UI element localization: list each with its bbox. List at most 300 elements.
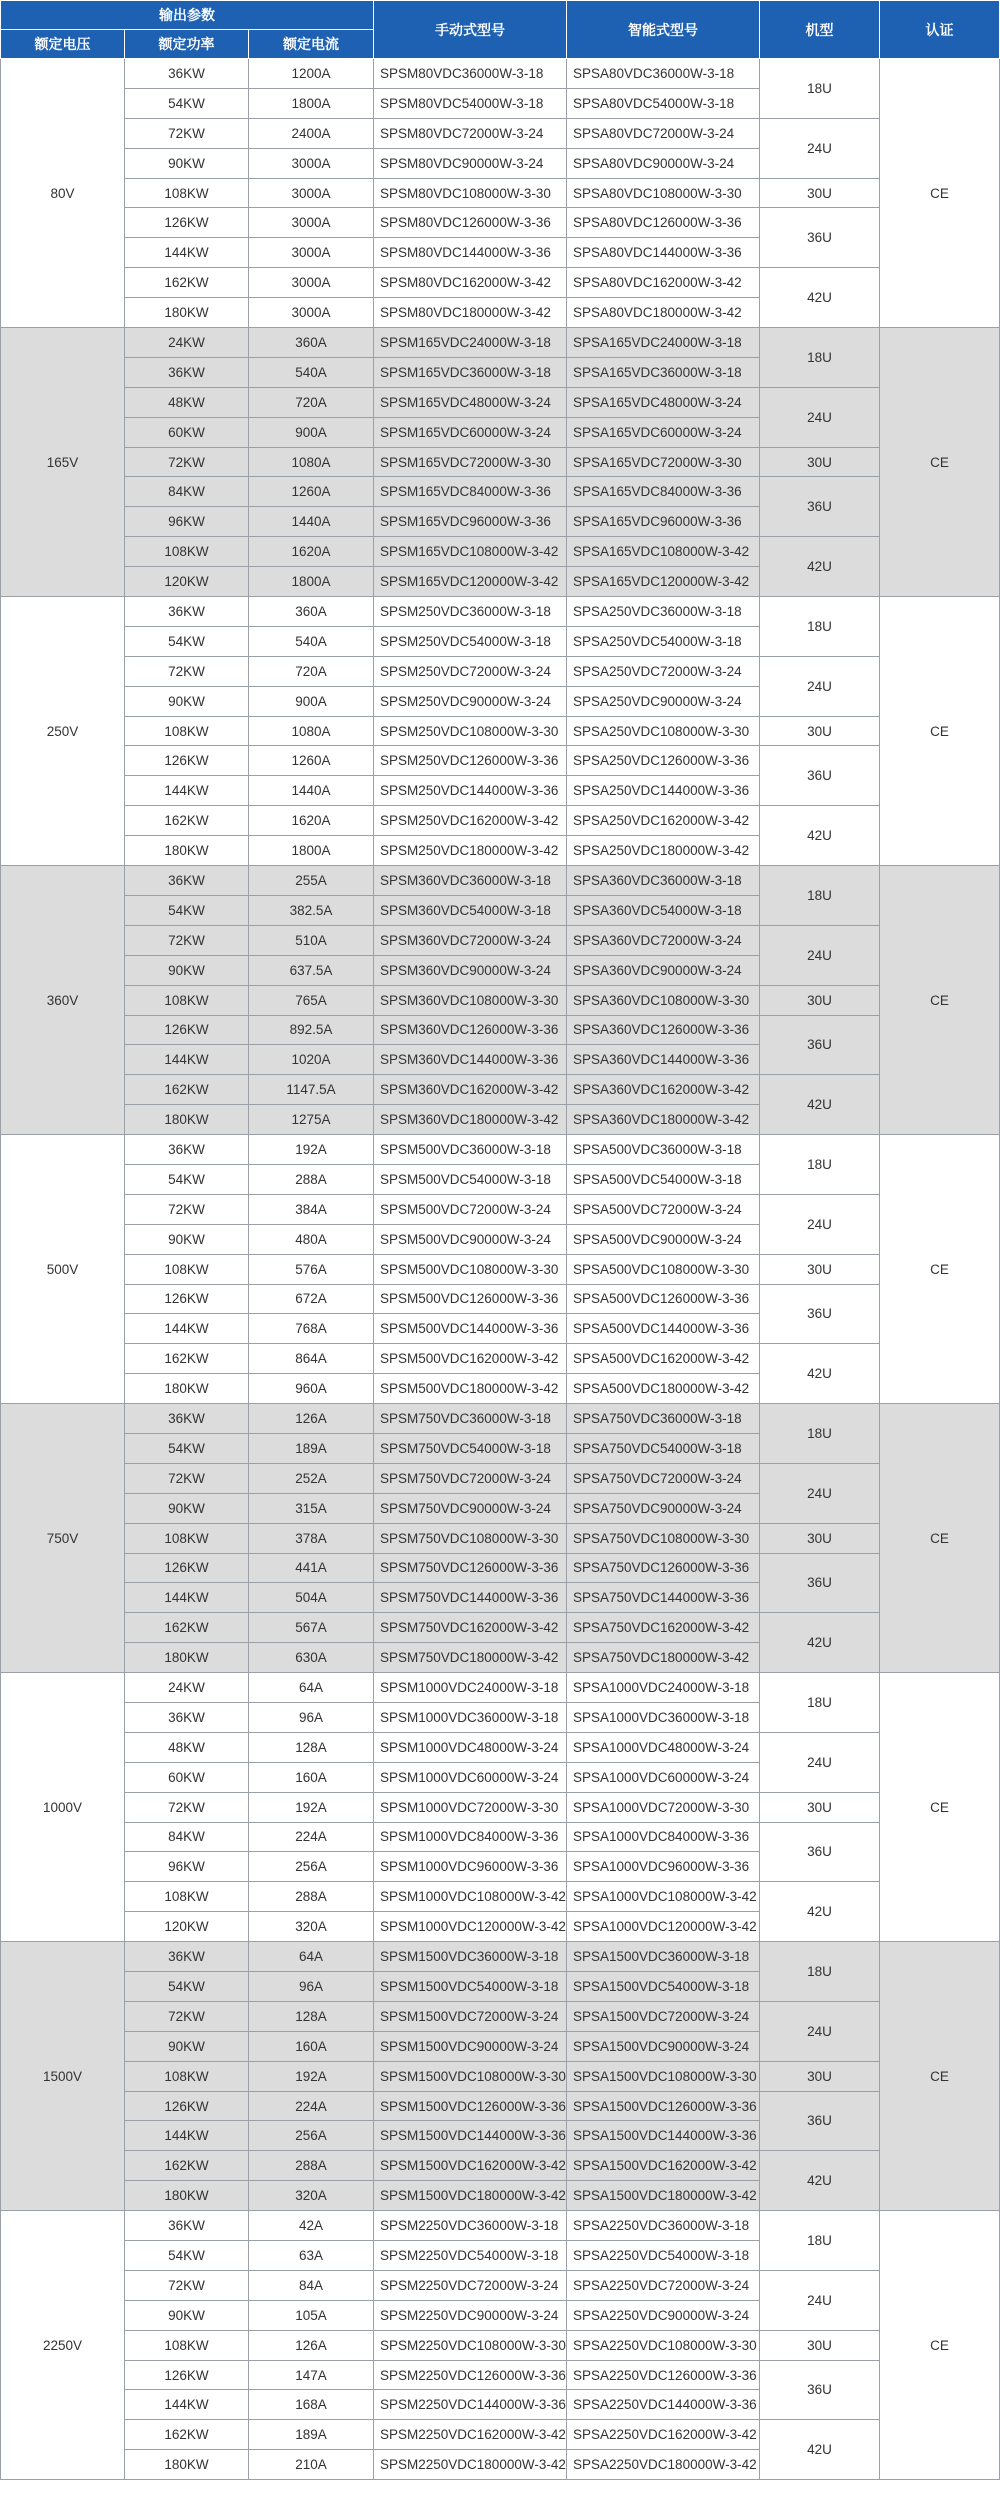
smart-model-cell: SPSA250VDC72000W-3-24 (567, 656, 760, 686)
smart-model-cell: SPSA1000VDC48000W-3-24 (567, 1732, 760, 1762)
smart-model-cell: SPSA165VDC60000W-3-24 (567, 417, 760, 447)
current-cell: 768A (249, 1314, 374, 1344)
certification-cell: CE (880, 597, 1000, 866)
power-cell: 72KW (125, 1463, 249, 1493)
manual-model-cell: SPSM165VDC108000W-3-42 (374, 537, 567, 567)
manual-model-cell: SPSM1000VDC24000W-3-18 (374, 1673, 567, 1703)
table-row (1, 1523, 1000, 1553)
smart-model-cell: SPSA1500VDC144000W-3-36 (567, 2121, 760, 2151)
manual-model-cell: SPSM80VDC54000W-3-18 (374, 88, 567, 118)
current-cell: 96A (249, 1702, 374, 1732)
power-cell: 90KW (125, 1493, 249, 1523)
smart-model-cell: SPSA165VDC108000W-3-42 (567, 537, 760, 567)
manual-model-cell: SPSM360VDC72000W-3-24 (374, 925, 567, 955)
current-cell: 224A (249, 2091, 374, 2121)
manual-model-cell: SPSM165VDC36000W-3-18 (374, 357, 567, 387)
smart-model-cell: SPSA2250VDC108000W-3-30 (567, 2330, 760, 2360)
power-cell: 180KW (125, 1105, 249, 1135)
smart-model-cell: SPSA500VDC126000W-3-36 (567, 1284, 760, 1314)
manual-model-cell: SPSM750VDC36000W-3-18 (374, 1404, 567, 1434)
certification-cell: CE (880, 866, 1000, 1135)
power-cell: 108KW (125, 178, 249, 208)
table-row (1, 2211, 1000, 2241)
manual-model-cell: SPSM165VDC72000W-3-30 (374, 447, 567, 477)
chassis-cell: 18U (760, 59, 880, 119)
smart-model-cell: SPSA500VDC90000W-3-24 (567, 1224, 760, 1254)
manual-model-cell: SPSM500VDC162000W-3-42 (374, 1344, 567, 1374)
manual-model-cell: SPSM2250VDC126000W-3-36 (374, 2360, 567, 2390)
table-row (1, 268, 1000, 298)
manual-model-cell: SPSM1500VDC90000W-3-24 (374, 2031, 567, 2061)
chassis-cell: 42U (760, 1882, 880, 1942)
manual-model-cell: SPSM500VDC180000W-3-42 (374, 1374, 567, 1404)
table-row (1, 118, 1000, 148)
current-cell: 84A (249, 2270, 374, 2300)
smart-model-cell: SPSA360VDC90000W-3-24 (567, 955, 760, 985)
power-cell: 144KW (125, 1045, 249, 1075)
manual-model-cell: SPSM750VDC162000W-3-42 (374, 1613, 567, 1643)
chassis-cell: 24U (760, 1194, 880, 1254)
smart-model-cell: SPSA1000VDC24000W-3-18 (567, 1673, 760, 1703)
power-cell: 162KW (125, 1613, 249, 1643)
power-cell: 72KW (125, 2001, 249, 2031)
power-cell: 144KW (125, 1583, 249, 1613)
chassis-cell: 30U (760, 178, 880, 208)
current-cell: 720A (249, 387, 374, 417)
power-cell: 126KW (125, 1553, 249, 1583)
power-cell: 36KW (125, 1404, 249, 1434)
current-cell: 1260A (249, 746, 374, 776)
smart-model-cell: SPSA2250VDC36000W-3-18 (567, 2211, 760, 2241)
smart-model-cell: SPSA1500VDC162000W-3-42 (567, 2151, 760, 2181)
power-cell: 120KW (125, 567, 249, 597)
power-cell: 108KW (125, 537, 249, 567)
chassis-cell: 42U (760, 1344, 880, 1404)
current-cell: 189A (249, 1433, 374, 1463)
current-cell: 672A (249, 1284, 374, 1314)
smart-model-cell: SPSA80VDC90000W-3-24 (567, 148, 760, 178)
power-cell: 72KW (125, 2270, 249, 2300)
power-cell: 180KW (125, 836, 249, 866)
smart-model-cell: SPSA250VDC180000W-3-42 (567, 836, 760, 866)
current-cell: 360A (249, 328, 374, 358)
power-cell: 180KW (125, 1643, 249, 1673)
smart-model-cell: SPSA750VDC90000W-3-24 (567, 1493, 760, 1523)
smart-model-cell: SPSA750VDC126000W-3-36 (567, 1553, 760, 1583)
power-cell: 180KW (125, 2181, 249, 2211)
power-cell: 90KW (125, 1224, 249, 1254)
current-cell: 3000A (249, 268, 374, 298)
certification-cell: CE (880, 1135, 1000, 1404)
current-cell: 64A (249, 1673, 374, 1703)
power-cell: 54KW (125, 1433, 249, 1463)
rated-voltage-header: 额定电压 (1, 30, 125, 59)
current-cell: 1020A (249, 1045, 374, 1075)
table-row (1, 1732, 1000, 1762)
current-cell: 128A (249, 2001, 374, 2031)
voltage-cell: 1000V (1, 1673, 125, 1942)
manual-model-cell: SPSM2250VDC108000W-3-30 (374, 2330, 567, 2360)
current-cell: 576A (249, 1254, 374, 1284)
manual-model-cell: SPSM1000VDC60000W-3-24 (374, 1762, 567, 1792)
manual-model-cell: SPSM1000VDC96000W-3-36 (374, 1852, 567, 1882)
current-cell: 126A (249, 2330, 374, 2360)
voltage-cell: 165V (1, 328, 125, 597)
power-cell: 90KW (125, 2300, 249, 2330)
chassis-cell: 36U (760, 2091, 880, 2151)
power-cell: 108KW (125, 1882, 249, 1912)
current-cell: 1440A (249, 507, 374, 537)
power-cell: 180KW (125, 298, 249, 328)
manual-model-cell: SPSM500VDC126000W-3-36 (374, 1284, 567, 1314)
smart-model-cell: SPSA165VDC96000W-3-36 (567, 507, 760, 537)
manual-model-cell: SPSM360VDC144000W-3-36 (374, 1045, 567, 1075)
smart-model-cell: SPSA1500VDC72000W-3-24 (567, 2001, 760, 2031)
power-cell: 36KW (125, 1702, 249, 1732)
manual-model-cell: SPSM1000VDC84000W-3-36 (374, 1822, 567, 1852)
manual-model-cell: SPSM165VDC24000W-3-18 (374, 328, 567, 358)
table-row (1, 1792, 1000, 1822)
current-cell: 1080A (249, 716, 374, 746)
voltage-cell: 250V (1, 597, 125, 866)
smart-model-cell: SPSA80VDC162000W-3-42 (567, 268, 760, 298)
current-cell: 128A (249, 1732, 374, 1762)
manual-model-cell: SPSM2250VDC180000W-3-42 (374, 2450, 567, 2480)
current-cell: 384A (249, 1194, 374, 1224)
table-row (1, 328, 1000, 358)
current-cell: 160A (249, 1762, 374, 1792)
power-cell: 126KW (125, 208, 249, 238)
current-cell: 892.5A (249, 1015, 374, 1045)
manual-model-cell: SPSM360VDC108000W-3-30 (374, 985, 567, 1015)
power-cell: 144KW (125, 238, 249, 268)
table-row (1, 2151, 1000, 2181)
current-cell: 382.5A (249, 895, 374, 925)
current-cell: 2400A (249, 118, 374, 148)
power-cell: 162KW (125, 268, 249, 298)
power-cell: 60KW (125, 417, 249, 447)
power-cell: 72KW (125, 118, 249, 148)
chassis-cell: 42U (760, 1613, 880, 1673)
manual-model-cell: SPSM80VDC108000W-3-30 (374, 178, 567, 208)
current-cell: 1800A (249, 836, 374, 866)
manual-model-cell: SPSM250VDC90000W-3-24 (374, 686, 567, 716)
current-cell: 630A (249, 1643, 374, 1673)
power-cell: 72KW (125, 447, 249, 477)
smart-model-cell: SPSA80VDC108000W-3-30 (567, 178, 760, 208)
manual-model-cell: SPSM750VDC144000W-3-36 (374, 1583, 567, 1613)
manual-model-cell: SPSM250VDC72000W-3-24 (374, 656, 567, 686)
manual-model-cell: SPSM250VDC36000W-3-18 (374, 597, 567, 627)
chassis-cell: 24U (760, 118, 880, 178)
power-cell: 126KW (125, 2091, 249, 2121)
smart-model-cell: SPSA1000VDC36000W-3-18 (567, 1702, 760, 1732)
smart-model-cell: SPSA360VDC180000W-3-42 (567, 1105, 760, 1135)
smart-model-cell: SPSA2250VDC54000W-3-18 (567, 2241, 760, 2271)
manual-model-cell: SPSM1500VDC54000W-3-18 (374, 1972, 567, 2002)
smart-model-cell: SPSA360VDC72000W-3-24 (567, 925, 760, 955)
table-row (1, 387, 1000, 417)
current-cell: 1080A (249, 447, 374, 477)
power-cell: 84KW (125, 477, 249, 507)
current-cell: 504A (249, 1583, 374, 1613)
power-cell: 36KW (125, 1942, 249, 1972)
power-cell: 180KW (125, 2450, 249, 2480)
current-cell: 288A (249, 2151, 374, 2181)
current-cell: 315A (249, 1493, 374, 1523)
manual-model-cell: SPSM1500VDC36000W-3-18 (374, 1942, 567, 1972)
chassis-cell: 18U (760, 1942, 880, 2002)
manual-model-cell: SPSM1500VDC108000W-3-30 (374, 2061, 567, 2091)
current-cell: 540A (249, 357, 374, 387)
smart-model-cell: SPSA750VDC162000W-3-42 (567, 1613, 760, 1643)
current-cell: 160A (249, 2031, 374, 2061)
manual-model-cell: SPSM500VDC144000W-3-36 (374, 1314, 567, 1344)
power-cell: 60KW (125, 1762, 249, 1792)
smart-model-cell: SPSA80VDC72000W-3-24 (567, 118, 760, 148)
manual-model-cell: SPSM500VDC90000W-3-24 (374, 1224, 567, 1254)
smart-model-cell: SPSA360VDC162000W-3-42 (567, 1075, 760, 1105)
manual-model-cell: SPSM250VDC144000W-3-36 (374, 776, 567, 806)
manual-model-cell: SPSM165VDC96000W-3-36 (374, 507, 567, 537)
manual-model-cell: SPSM360VDC54000W-3-18 (374, 895, 567, 925)
smart-model-cell: SPSA1000VDC96000W-3-36 (567, 1852, 760, 1882)
manual-model-cell: SPSM1000VDC108000W-3-42 (374, 1882, 567, 1912)
table-row (1, 2270, 1000, 2300)
voltage-cell: 750V (1, 1404, 125, 1673)
power-cell: 162KW (125, 806, 249, 836)
smart-model-cell: SPSA1000VDC84000W-3-36 (567, 1822, 760, 1852)
power-cell: 72KW (125, 1194, 249, 1224)
power-cell: 126KW (125, 1015, 249, 1045)
power-cell: 96KW (125, 507, 249, 537)
smart-model-cell: SPSA500VDC72000W-3-24 (567, 1194, 760, 1224)
power-cell: 54KW (125, 88, 249, 118)
table-row (1, 1075, 1000, 1105)
current-cell: 3000A (249, 208, 374, 238)
voltage-cell: 360V (1, 866, 125, 1135)
current-cell: 224A (249, 1822, 374, 1852)
current-cell: 63A (249, 2241, 374, 2271)
current-cell: 3000A (249, 148, 374, 178)
chassis-cell: 18U (760, 597, 880, 657)
current-cell: 765A (249, 985, 374, 1015)
chassis-cell: 36U (760, 1284, 880, 1344)
smart-model-cell: SPSA1500VDC126000W-3-36 (567, 2091, 760, 2121)
chassis-cell: 30U (760, 2330, 880, 2360)
smart-model-cell: SPSA500VDC162000W-3-42 (567, 1344, 760, 1374)
current-cell: 1620A (249, 537, 374, 567)
power-cell: 90KW (125, 686, 249, 716)
chassis-cell: 18U (760, 1404, 880, 1464)
current-cell: 42A (249, 2211, 374, 2241)
manual-model-cell: SPSM80VDC162000W-3-42 (374, 268, 567, 298)
chassis-cell: 30U (760, 2061, 880, 2091)
manual-model-cell: SPSM360VDC36000W-3-18 (374, 866, 567, 896)
power-cell: 162KW (125, 1344, 249, 1374)
table-row (1, 2061, 1000, 2091)
certification-cell: CE (880, 1942, 1000, 2211)
chassis-cell: 30U (760, 716, 880, 746)
table-row (1, 477, 1000, 507)
chassis-cell: 36U (760, 1553, 880, 1613)
current-cell: 720A (249, 656, 374, 686)
smart-model-cell: SPSA360VDC54000W-3-18 (567, 895, 760, 925)
certification-cell: CE (880, 1404, 1000, 1673)
manual-model-header: 手动式型号 (374, 1, 567, 59)
current-cell: 192A (249, 1792, 374, 1822)
voltage-cell: 1500V (1, 1942, 125, 2211)
rated-power-header: 额定功率 (125, 30, 249, 59)
power-cell: 24KW (125, 328, 249, 358)
certification-cell: CE (880, 328, 1000, 597)
smart-model-cell: SPSA1000VDC60000W-3-24 (567, 1762, 760, 1792)
table-row (1, 537, 1000, 567)
current-cell: 192A (249, 2061, 374, 2091)
table-row (1, 1673, 1000, 1703)
table-row (1, 208, 1000, 238)
chassis-cell: 18U (760, 2211, 880, 2271)
table-row (1, 1882, 1000, 1912)
power-cell: 108KW (125, 2330, 249, 2360)
power-cell: 54KW (125, 1164, 249, 1194)
smart-model-cell: SPSA2250VDC144000W-3-36 (567, 2390, 760, 2420)
manual-model-cell: SPSM750VDC90000W-3-24 (374, 1493, 567, 1523)
power-cell: 180KW (125, 1374, 249, 1404)
chassis-cell: 42U (760, 268, 880, 328)
current-cell: 900A (249, 417, 374, 447)
chassis-cell: 24U (760, 2001, 880, 2061)
current-cell: 126A (249, 1404, 374, 1434)
table-row (1, 178, 1000, 208)
power-cell: 144KW (125, 2121, 249, 2151)
current-cell: 864A (249, 1344, 374, 1374)
manual-model-cell: SPSM2250VDC54000W-3-18 (374, 2241, 567, 2271)
chassis-cell: 42U (760, 806, 880, 866)
manual-model-cell: SPSM165VDC120000W-3-42 (374, 567, 567, 597)
smart-model-cell: SPSA1000VDC120000W-3-42 (567, 1912, 760, 1942)
power-cell: 36KW (125, 1135, 249, 1165)
current-cell: 168A (249, 2390, 374, 2420)
chassis-cell: 18U (760, 328, 880, 388)
smart-model-cell: SPSA2250VDC72000W-3-24 (567, 2270, 760, 2300)
current-cell: 960A (249, 1374, 374, 1404)
chassis-cell: 36U (760, 477, 880, 537)
power-cell: 144KW (125, 1314, 249, 1344)
smart-model-header: 智能式型号 (567, 1, 760, 59)
table-row (1, 59, 1000, 89)
manual-model-cell: SPSM250VDC180000W-3-42 (374, 836, 567, 866)
power-cell: 54KW (125, 2241, 249, 2271)
table-row (1, 656, 1000, 686)
manual-model-cell: SPSM250VDC126000W-3-36 (374, 746, 567, 776)
voltage-cell: 500V (1, 1135, 125, 1404)
chassis-cell: 36U (760, 746, 880, 806)
manual-model-cell: SPSM360VDC126000W-3-36 (374, 1015, 567, 1045)
manual-model-cell: SPSM1000VDC48000W-3-24 (374, 1732, 567, 1762)
smart-model-cell: SPSA80VDC180000W-3-42 (567, 298, 760, 328)
manual-model-cell: SPSM2250VDC144000W-3-36 (374, 2390, 567, 2420)
smart-model-cell: SPSA80VDC144000W-3-36 (567, 238, 760, 268)
chassis-cell: 30U (760, 1792, 880, 1822)
smart-model-cell: SPSA2250VDC162000W-3-42 (567, 2420, 760, 2450)
manual-model-cell: SPSM500VDC72000W-3-24 (374, 1194, 567, 1224)
chassis-cell: 18U (760, 1673, 880, 1733)
manual-model-cell: SPSM2250VDC90000W-3-24 (374, 2300, 567, 2330)
power-cell: 84KW (125, 1822, 249, 1852)
manual-model-cell: SPSM2250VDC36000W-3-18 (374, 2211, 567, 2241)
manual-model-cell: SPSM1500VDC162000W-3-42 (374, 2151, 567, 2181)
chassis-cell: 24U (760, 2270, 880, 2330)
smart-model-cell: SPSA165VDC24000W-3-18 (567, 328, 760, 358)
current-cell: 252A (249, 1463, 374, 1493)
power-cell: 36KW (125, 2211, 249, 2241)
table-body (1, 59, 1000, 2480)
power-cell: 72KW (125, 925, 249, 955)
manual-model-cell: SPSM500VDC54000W-3-18 (374, 1164, 567, 1194)
current-cell: 105A (249, 2300, 374, 2330)
smart-model-cell: SPSA360VDC108000W-3-30 (567, 985, 760, 1015)
chassis-cell: 42U (760, 1075, 880, 1135)
chassis-cell: 24U (760, 1732, 880, 1792)
manual-model-cell: SPSM80VDC90000W-3-24 (374, 148, 567, 178)
current-cell: 540A (249, 626, 374, 656)
current-cell: 288A (249, 1882, 374, 1912)
current-cell: 360A (249, 597, 374, 627)
smart-model-cell: SPSA80VDC36000W-3-18 (567, 59, 760, 89)
power-cell: 108KW (125, 985, 249, 1015)
smart-model-cell: SPSA750VDC144000W-3-36 (567, 1583, 760, 1613)
current-cell: 510A (249, 925, 374, 955)
table-row (1, 985, 1000, 1015)
chassis-cell: 18U (760, 866, 880, 926)
manual-model-cell: SPSM1500VDC126000W-3-36 (374, 2091, 567, 2121)
smart-model-cell: SPSA1500VDC180000W-3-42 (567, 2181, 760, 2211)
power-cell: 36KW (125, 357, 249, 387)
smart-model-cell: SPSA165VDC36000W-3-18 (567, 357, 760, 387)
manual-model-cell: SPSM360VDC90000W-3-24 (374, 955, 567, 985)
power-cell: 36KW (125, 59, 249, 89)
table-row (1, 1942, 1000, 1972)
current-cell: 3000A (249, 178, 374, 208)
smart-model-cell: SPSA250VDC162000W-3-42 (567, 806, 760, 836)
power-cell: 54KW (125, 895, 249, 925)
table-row (1, 1284, 1000, 1314)
current-cell: 3000A (249, 238, 374, 268)
power-cell: 90KW (125, 2031, 249, 2061)
table-row (1, 1254, 1000, 1284)
table-row (1, 2420, 1000, 2450)
chassis-cell: 24U (760, 656, 880, 716)
smart-model-cell: SPSA165VDC48000W-3-24 (567, 387, 760, 417)
chassis-cell: 36U (760, 1822, 880, 1882)
smart-model-cell: SPSA250VDC54000W-3-18 (567, 626, 760, 656)
smart-model-cell: SPSA2250VDC180000W-3-42 (567, 2450, 760, 2480)
smart-model-cell: SPSA1500VDC36000W-3-18 (567, 1942, 760, 1972)
smart-model-cell: SPSA500VDC180000W-3-42 (567, 1374, 760, 1404)
table-row (1, 806, 1000, 836)
smart-model-cell: SPSA360VDC126000W-3-36 (567, 1015, 760, 1045)
table-row (1, 2330, 1000, 2360)
smart-model-cell: SPSA250VDC36000W-3-18 (567, 597, 760, 627)
smart-model-cell: SPSA360VDC144000W-3-36 (567, 1045, 760, 1075)
power-cell: 144KW (125, 2390, 249, 2420)
power-cell: 126KW (125, 2360, 249, 2390)
chassis-cell: 42U (760, 537, 880, 597)
power-cell: 54KW (125, 626, 249, 656)
smart-model-cell: SPSA250VDC108000W-3-30 (567, 716, 760, 746)
current-cell: 1800A (249, 88, 374, 118)
